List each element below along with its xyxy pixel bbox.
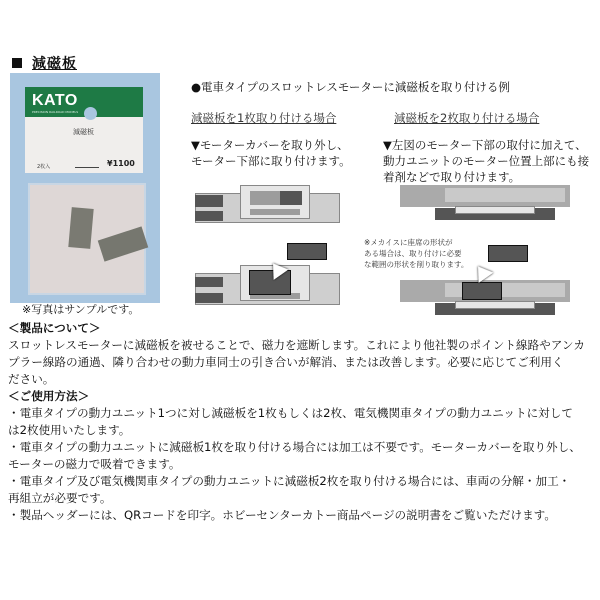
card-price: ¥1100: [107, 159, 135, 168]
title-text: 減磁板: [32, 56, 77, 72]
usage-line: 再組立が必要です。: [8, 491, 112, 505]
usage-line: は2枚使用いたします。: [8, 423, 131, 437]
note-line: ある場合は、取り付けに必要: [364, 249, 462, 258]
case2-line: 着剤などで取り付けます。: [383, 170, 521, 184]
about-section: [8, 320, 598, 388]
case2-line: 動力ユニットのモーター位置上部にも接: [383, 154, 590, 168]
case2-title: 減磁板を2枚取り付ける場合: [394, 111, 540, 125]
case1-title: 減磁板を1枚取り付ける場合: [191, 111, 337, 125]
square-bullet-icon: [12, 58, 22, 68]
case2-line: ▼左図のモーター下部の取付に加えて、: [383, 138, 587, 152]
note-line: な範囲の形状を削り取ります。: [364, 260, 469, 269]
product-bag: [28, 183, 146, 295]
product-photo: [10, 73, 160, 303]
diagram-motor-unit-top: [195, 185, 345, 230]
case1-line: ▼モーターカバーを取り外し、: [191, 138, 349, 152]
card-count: 2枚入: [37, 164, 51, 170]
photo-caption: ※写真はサンプルです。: [22, 303, 140, 316]
usage-heading: ＜ご使用方法＞: [8, 389, 90, 403]
usage-line: ・電車タイプ及び電気機関車タイプの動力ユニットに減磁板2枚を取り付ける場合には、車両の分解・加工・: [8, 474, 571, 488]
case1-line: モーター下部に取り付けます。: [191, 154, 351, 168]
plate-image-1: [68, 207, 93, 249]
card-divider: [75, 167, 99, 168]
plate-piece-2: [488, 245, 528, 262]
example-heading: ●電車タイプのスロットレスモーターに減磁板を取り付ける例: [191, 80, 510, 94]
about-line: スロットレスモーターに減磁板を被せることで、磁力を遮断します。これにより他社製のポイント線路やアンカ: [8, 338, 586, 352]
case2-note: [364, 237, 468, 270]
about-line: ださい。: [8, 372, 55, 386]
brand-subtitle: PRECISION RAILROAD MODELS: [32, 110, 79, 114]
plate-image-2: [98, 226, 149, 261]
plate-piece: [287, 243, 327, 260]
brand-logo: KATO: [32, 92, 78, 109]
product-header-card: [25, 87, 143, 173]
usage-line: ・電車タイプの動力ユニット1つに対し減磁板を1枚もしくは2枚、電気機関車タイプの動力ユニットに対して: [8, 406, 573, 420]
hang-hole: [84, 107, 97, 120]
diagram-loco-unit-top: [400, 180, 580, 225]
case2-description: [383, 137, 598, 185]
about-line: プラー線路の通過、隣り合わせの動力車同士の引き合いが解消、または改善します。必要に応じてご利用く: [8, 355, 564, 369]
card-product-name: 減磁板: [73, 128, 94, 136]
plate-installed-2: [462, 282, 502, 300]
usage-line: ・製品ヘッダーには、QRコードを印字。ホビーセンターカトー商品ページの説明書をご覧いただけます。: [8, 508, 556, 522]
about-heading: ＜製品について＞: [8, 321, 101, 335]
note-line: ※メカイスに座席の形状が: [364, 238, 453, 247]
usage-line: モーターの磁力で吸着できます。: [8, 457, 181, 471]
usage-line: ・電車タイプの動力ユニットに減磁板1枚を取り付ける場合には加工は不要です。モーターカバーを取り外し、: [8, 440, 581, 454]
page-title: [12, 53, 77, 73]
usage-section: [8, 388, 598, 524]
case1-description: [191, 137, 351, 169]
